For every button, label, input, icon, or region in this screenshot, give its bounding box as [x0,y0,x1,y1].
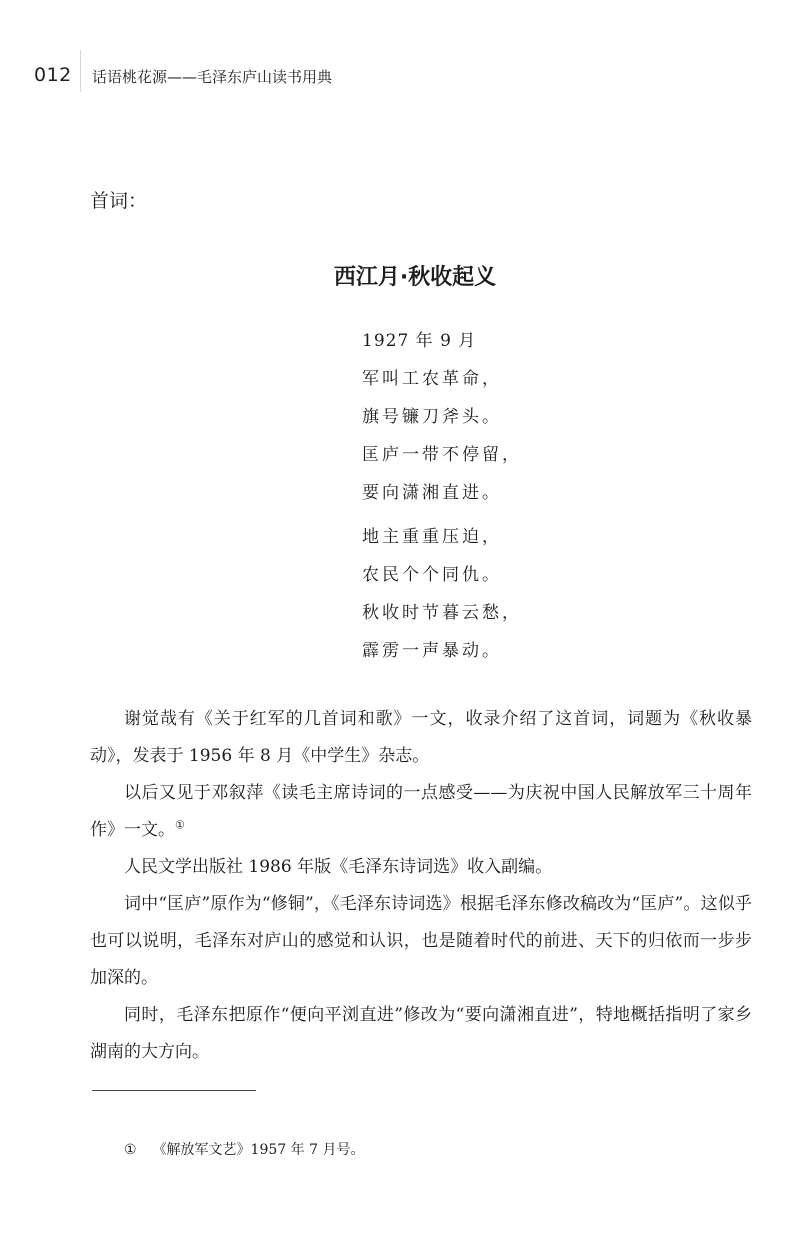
paragraph: 谢觉哉有《关于红军的几首词和歌》一文，收录介绍了这首词，词题为《秋收暴动》，发表于 1956 年 8 月《中学生》杂志。 [90,709,752,766]
poem-line: 旗号镰刀斧头。 [362,407,502,427]
paragraph: 同时，毛泽东把原作“便向平浏直进”修改为“要向潇湘直进”，特地概括指明了家乡湖南的大方向。 [90,1005,752,1062]
poem-title: 西江月·秋收起义 [333,265,497,290]
poem-stanza-1 [362,322,522,512]
footnote [124,1139,364,1159]
poem-stanza-2 [362,518,522,670]
paragraph-with-footnote [90,775,752,849]
footnote-text: 《解放军文艺》1957 年 7 月号。 [152,1142,365,1158]
poem-line: 匡庐一带不停留， [362,445,522,465]
poem-line: 霹雳一声暴动。 [362,641,502,661]
paragraph: 人民文学出版社 1986 年版《毛泽东诗词选》收入副编。 [124,857,553,877]
poem-line: 秋收时节暮云愁， [362,603,522,623]
poem-line: 农民个个同仇。 [362,565,502,585]
poem-line: 要向潇湘直进。 [362,483,502,503]
poem-line: 军叫工农革命， [362,369,502,389]
running-header-title: 话语桃花源——毛泽东庐山读书用典 [92,68,333,86]
poem-date: 1927 年 9 月 [362,331,477,351]
footnote-divider [92,1090,256,1091]
paragraph-text: 以后又见于邓叙萍《读毛主席诗词的一点感受——为庆祝中国人民解放军三十周年作》一文。 [90,783,752,840]
page-number: 012 [34,64,72,86]
paragraph: 词中“匡庐”原作为“修铜”，《毛泽东诗词选》根据毛泽东修改稿改为“匡庐”。这似乎也可以说明，毛泽东对庐山的感觉和认识，也是随着时代的前进、天下的归依而一步步加深的。 [90,894,752,988]
footnote-marker: ① [124,1142,137,1158]
poem-line: 地主重重压迫， [362,527,502,547]
section-label: 首词： [90,190,148,212]
header-divider [80,50,81,92]
body-text [90,701,752,1071]
footnote-reference[interactable]: ① [175,818,185,832]
